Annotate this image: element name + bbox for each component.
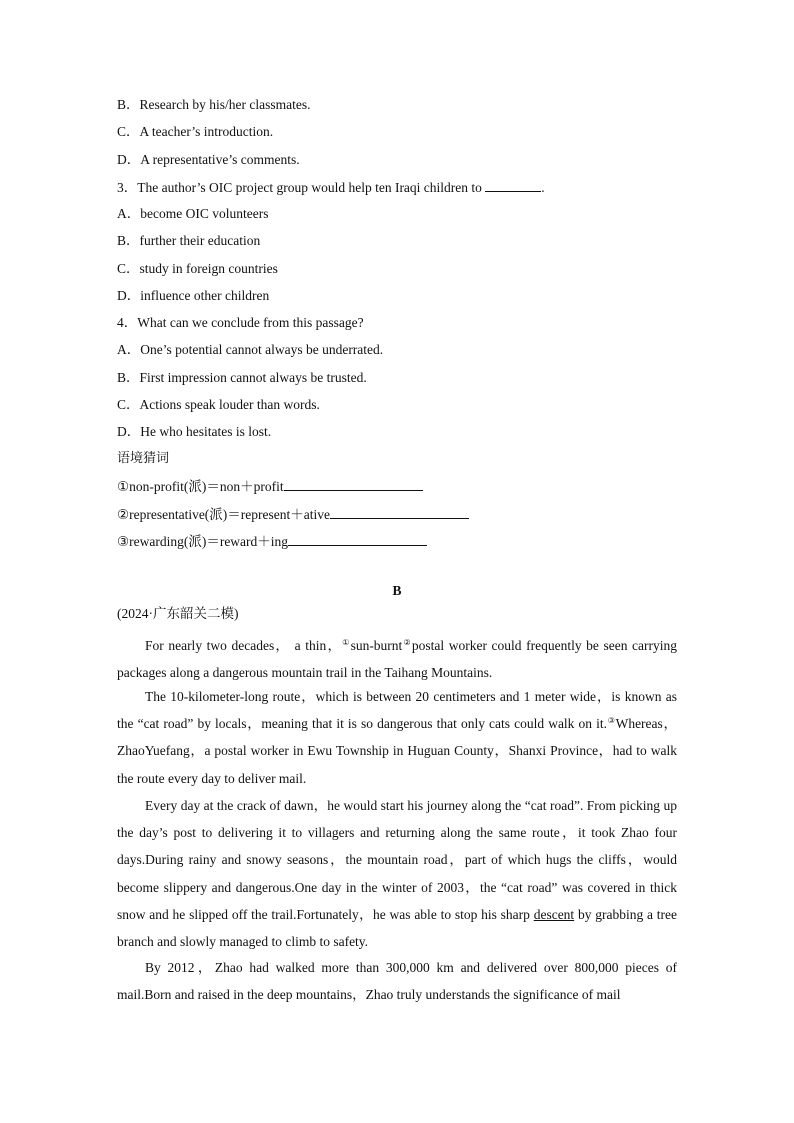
question-3-text: 3．The author’s OIC project group would help ten Iraqi children to — [117, 180, 482, 195]
vocab-item-1 — [117, 477, 423, 496]
marker-3: ③ — [606, 716, 616, 726]
q3-option-d: D．influence other children — [117, 288, 270, 303]
answer-blank — [485, 178, 541, 192]
vocab-item-1-text: ①non-profit(派)＝non＋profit — [117, 479, 284, 494]
q3-option-c: C．study in foreign countries — [117, 261, 278, 276]
source-label: (2024·广东韶关二模) — [117, 606, 239, 621]
q4-option-b: B．First impression cannot always be trusted. — [117, 370, 367, 385]
vocab-blank-1[interactable] — [284, 477, 423, 491]
question-4-stem: 4．What can we conclude from this passage? — [117, 315, 364, 330]
vocab-item-2-text: ②representative(派)＝represent＋ative — [117, 507, 331, 522]
p1-text-c: postal worker could frequently be seen carrying packages along a dangerous mountain trail in the Taihang Mountains. — [117, 638, 678, 681]
p3-text-a: Every day at the crack of dawn，he would start his journey along the “cat road”. From picking up the day’s post to delivering it to villagers and returning along the same route，it took Zhao four days.During rainy and snowy seasons，the mountain road，part of which hugs the cliffs，would become slippery and dangerous.One day in the winter of 2003，the “cat road” was covered in thick snow and he slipped off the trail.Fortunately，he was able to stop his sharp — [117, 798, 677, 922]
vocab-item-3-text: ③rewarding(派)＝reward＋ing — [117, 534, 289, 549]
section-heading: B — [392, 583, 402, 598]
vocab-item-2 — [117, 505, 469, 524]
q4-option-d: D．He who hesitates is lost. — [117, 424, 272, 439]
q4-option-c: C．Actions speak louder than words. — [117, 397, 320, 412]
option-d: D．A representative’s comments. — [117, 152, 300, 167]
paragraph-3 — [117, 792, 677, 955]
vocab-title: 语境猜词 — [117, 451, 170, 466]
p2-text-a: The 10-kilometer-long route，which is between 20 centimeters and 1 meter wide，is known as the “cat road” by locals，meaning that it is so dangerous that only cats could walk on it. — [117, 689, 677, 732]
q4-option-a: A．One’s potential cannot always be underrated. — [117, 342, 384, 357]
marker-2: ② — [402, 638, 412, 647]
p3-text-b: by grabbing a tree branch and slowly managed to climb to safety. — [117, 906, 678, 950]
option-b: B．Research by his/her classmates. — [117, 97, 311, 112]
vocab-blank-2[interactable] — [330, 505, 469, 519]
underlined-word: descent — [533, 906, 575, 922]
p1-text-b: sun-burnt — [350, 638, 403, 653]
q3-option-b: B．further their education — [117, 233, 261, 248]
p4-text: By 2012，Zhao had walked more than 300,000 km and delivered over 800,000 pieces of mail.Born and raised in the deep mountains，Zhao truly understands the significance of mail — [117, 960, 677, 1003]
marker-1: ① — [342, 638, 351, 647]
paragraph-4 — [117, 954, 677, 1008]
vocab-blank-3[interactable] — [288, 532, 427, 546]
q3-option-a: A．become OIC volunteers — [117, 206, 269, 221]
paragraph-1 — [117, 632, 677, 686]
paragraph-2 — [117, 683, 677, 792]
question-3-end: . — [541, 180, 545, 195]
vocab-item-3 — [117, 532, 427, 551]
p1-text-a: For nearly two decades， a thin， — [145, 638, 343, 653]
option-c: C．A teacher’s introduction. — [117, 124, 274, 139]
p2-text-b: Whereas，ZhaoYuefang，a postal worker in Ewu Township in Huguan County，Shanxi Province，had to walk the route every day to deliver mail. — [117, 716, 678, 786]
question-3-stem — [117, 178, 545, 197]
